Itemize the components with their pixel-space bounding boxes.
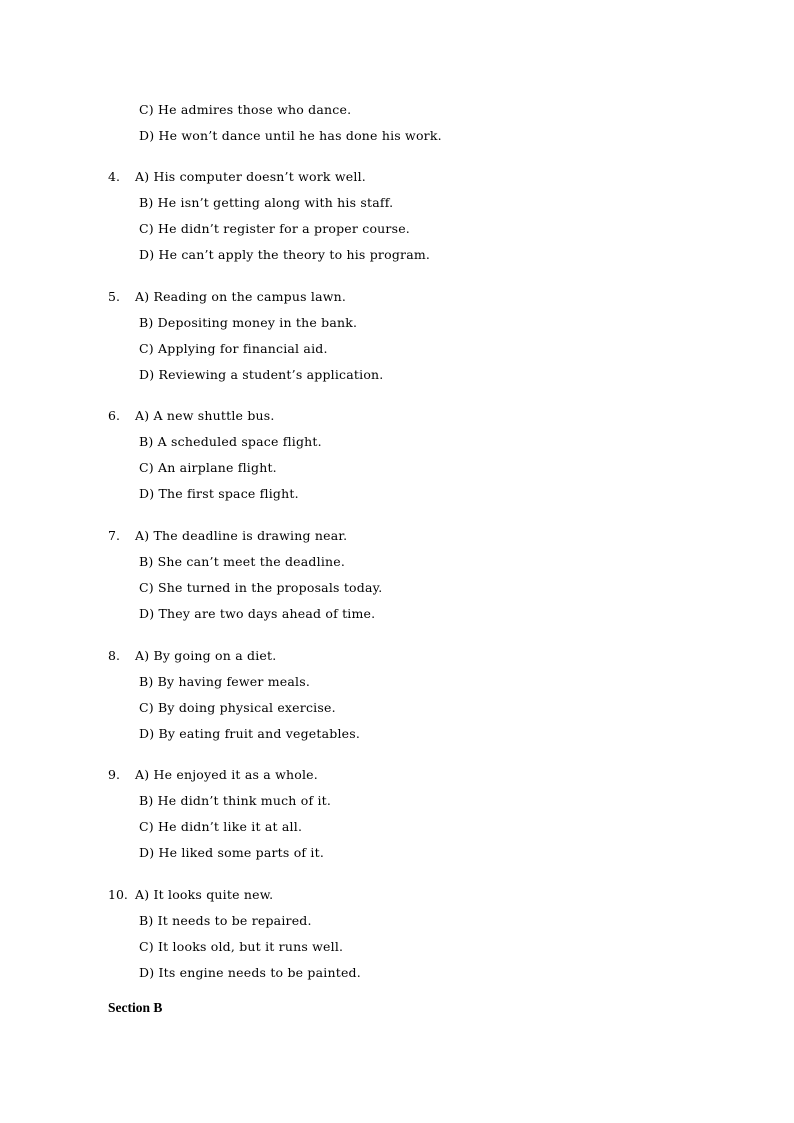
q3-option-c: C) He admires those who dance. xyxy=(139,102,352,117)
q8-number: 8. xyxy=(108,648,120,663)
q10-option-d: D) Its engine needs to be painted. xyxy=(139,965,361,980)
q4-number: 4. xyxy=(108,169,120,184)
q6-number: 6. xyxy=(108,408,120,423)
q6-option-a: A) A new shuttle bus. xyxy=(135,408,275,423)
q10-option-c: C) It looks old, but it runs well. xyxy=(139,939,344,954)
q8-option-a: A) By going on a diet. xyxy=(135,648,277,663)
q10-option-b: B) It needs to be repaired. xyxy=(139,913,312,928)
q7-number: 7. xyxy=(108,528,120,543)
q9-option-d: D) He liked some parts of it. xyxy=(139,845,325,860)
q10-number: 10. xyxy=(108,887,128,902)
q4-option-c: C) He didn’t register for a proper course. xyxy=(139,221,410,236)
q6-option-c: C) An airplane flight. xyxy=(139,460,277,475)
q4-option-b: B) He isn’t getting along with his staff. xyxy=(139,195,394,210)
q7-option-c: C) She turned in the proposals today. xyxy=(139,580,383,595)
q9-option-c: C) He didn’t like it at all. xyxy=(139,819,303,834)
q9-option-a: A) He enjoyed it as a whole. xyxy=(135,767,318,782)
q3-option-d: D) He won’t dance until he has done his work. xyxy=(139,128,442,143)
q5-number: 5. xyxy=(108,289,120,304)
q5-option-d: D) Reviewing a student’s application. xyxy=(139,367,384,382)
q5-option-c: C) Applying for financial aid. xyxy=(139,341,328,356)
q9-option-b: B) He didn’t think much of it. xyxy=(139,793,332,808)
q7-option-b: B) She can’t meet the deadline. xyxy=(139,554,346,569)
q7-option-d: D) They are two days ahead of time. xyxy=(139,606,376,621)
q8-option-b: B) By having fewer meals. xyxy=(139,674,311,689)
q4-option-a: A) His computer doesn’t work well. xyxy=(135,169,366,184)
q8-option-d: D) By eating fruit and vegetables. xyxy=(139,726,361,741)
q8-option-c: C) By doing physical exercise. xyxy=(139,700,336,715)
section-b-heading: Section B xyxy=(108,1000,163,1015)
q5-option-b: B) Depositing money in the bank. xyxy=(139,315,358,330)
q4-option-d: D) He can’t apply the theory to his program. xyxy=(139,247,431,262)
q6-option-d: D) The first space flight. xyxy=(139,486,299,501)
q10-option-a: A) It looks quite new. xyxy=(135,887,274,902)
q9-number: 9. xyxy=(108,767,120,782)
q5-option-a: A) Reading on the campus lawn. xyxy=(135,289,347,304)
q7-option-a: A) The deadline is drawing near. xyxy=(135,528,348,543)
q6-option-b: B) A scheduled space flight. xyxy=(139,434,322,449)
